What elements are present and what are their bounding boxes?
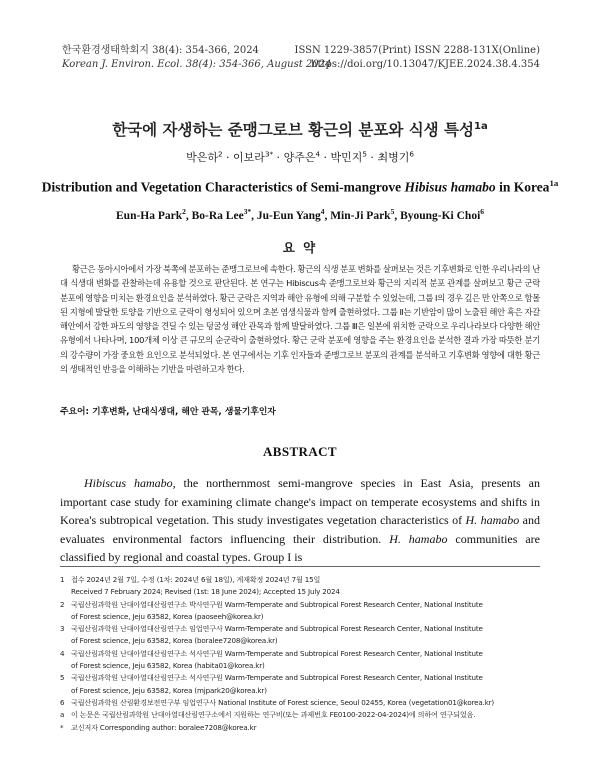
kr-author-affil: 4 [315, 149, 320, 159]
kr-author-name: 양주은 [283, 151, 316, 164]
footnote-marker: 3 [60, 624, 65, 634]
footnote-line: of Forest science, Jeju 63582, Korea (habita01@korea.kr) [71, 661, 265, 671]
kr-separator: · [366, 151, 378, 164]
en-author-affil: 4 [320, 207, 325, 216]
footnote [60, 623, 542, 648]
kr-author-affil: 2 [218, 149, 223, 159]
en-author [400, 207, 484, 222]
title-korean [0, 118, 600, 140]
abstract-text: communities are classified by regional and coastal types. Group I is [60, 531, 540, 565]
footnote-line: 국립산림과학원 난대아열대산림연구소 석사연구원 Warm-Temperate and Subtropical Forest Research Center, National Institute [71, 673, 483, 683]
footnote-line: Received 7 February 2024; Revised (1st: 18 June 2024); Accepted 15 July 2024 [71, 587, 340, 597]
footnote [60, 574, 542, 599]
footnote-line: 국립산림과학원 난대아열대산림연구소 석사연구원 Warm-Temperate and Subtropical Forest Research Center, National Institute [71, 648, 483, 658]
kr-author-affil: 6 [409, 149, 414, 159]
footnote-marker: * [60, 722, 64, 732]
abstract-en-heading: ABSTRACT [263, 444, 337, 459]
footnote-line: 접수 2024년 2월 7일, 수정 (1차: 2024년 6월 18일), 게재확정 2024년 7월 15일 [71, 575, 321, 584]
kr-separator: · [273, 151, 284, 164]
kr-author-affil: 5 [362, 149, 367, 159]
journal-citation-kr: 한국환경생태학회지 38(4): 354-366, 2024 [62, 45, 259, 56]
kr-author-affil: 3* [264, 149, 274, 159]
kr-separator: · [320, 151, 331, 164]
en-author [330, 207, 395, 222]
footnote-line: of Forest science, Jeju 63582, Korea (boralee7208@korea.kr) [71, 636, 278, 646]
en-author-name: Bo-Ra Lee [191, 209, 244, 222]
footnote [60, 672, 542, 697]
abstract-korean: 황근은 동아시아에서 가장 북쪽에 분포하는 준맹그로브에 속한다. 황근의 식생 분포 변화를 살펴보는 것은 기후변화로 인한 우리나라의 난대 식생대 변화를 관찰하는데 유용할 것으로 판단된다. 본 연구는 Hibiscus속 준맹그로브와 황근의 지리적 분포 관계를 살펴보고 황근 군락 분포에 영향을 미치는 환경요인을 분석하였다. 황근 군락은 지역과 해안 유형에 의해 구분할 수 있었는데, 그룹 Ⅰ의 경우 깊은 만 안쪽으로 함몰된 지형에 발달한 토양을 기반으로 군락이 형성되어 있으며 초본 염생식물과 함께 출현하였다. 그룹 Ⅱ는 기반암이 많이 노출된 해안 혹은 자갈 해안에서 강한 파도의 영향을 견딜 수 있는 덩굴성 해안 관목과 함께 발달하였다. 그룹 Ⅲ은 일본에 위치한 군락으로 우리나라보다 다양한 해안 유형에서 나타나며, 100개체 이상 큰 규모의 순군락이 출현하였다. 황근 군락 분포에 영향을 주는 환경요인을 분석한 결과 가장 따뜻한 분기의 강수량이 가장 중요한 요인으로 분석되었다. 본 연구에서는 기후 인자들과 준맹그로브 분포의 관계를 분석하고 기후변화 영향에 대한 황근의 생태적인 반응을 이해하는 기반을 마련하고자 한다. [60, 264, 540, 375]
footnote-line: 교신저자 Corresponding author: boralee7208@korea.kr [71, 722, 257, 732]
footnotes [60, 574, 542, 734]
en-separator: , [324, 209, 331, 222]
species-name: H. hamabo [465, 513, 520, 528]
kr-author [284, 151, 320, 164]
footnote-line: 국립산림과학원 난대아열대산림연구소 임업연구사 Warm-Temperate and Subtropical Forest Research Center, National Institute [71, 624, 483, 634]
en-author-affil: 2 [182, 207, 186, 216]
footnote-divider [60, 566, 540, 567]
title-en-sup: 1a [549, 178, 559, 188]
issn-doi [295, 44, 540, 72]
en-author-affil: 5 [390, 207, 395, 216]
kr-separator: · [222, 151, 234, 164]
title-en-post: in Korea [495, 179, 550, 195]
abstract-text: and evaluates environmental factors influencing their distribution. [60, 513, 541, 546]
en-author [191, 207, 252, 222]
en-separator: , [185, 209, 192, 222]
footnote-line: 국립산림과학원 산림환경보전연구부 임업연구사 National Institute of Forest science, Seoul 02455, Korea (vegetation01@korea.kr) [71, 697, 495, 707]
footnote-marker: 5 [60, 673, 65, 683]
kr-author [377, 151, 413, 164]
footnote [60, 697, 542, 709]
en-separator: , [251, 209, 257, 222]
abstract-kr-heading: 요 약 [282, 240, 318, 255]
keywords-korean: 주요어: 기후변화, 난대식생대, 해안 관목, 생물기후인자 [60, 407, 276, 417]
footnote-line: 이 논문은 국립산림과학원 난대아열대산림연구소에서 지원하는 연구비(또는 과제번호 FE0100-2022-04-2024)에 의하여 연구되었음. [71, 710, 476, 720]
footnote-marker: 2 [60, 599, 65, 609]
footnote-marker: 1 [60, 575, 65, 584]
en-author [116, 207, 186, 222]
footnote [60, 599, 542, 624]
footnote [60, 709, 542, 721]
kr-author [331, 151, 367, 164]
en-author-name: Byoung-Ki Choi [400, 209, 481, 222]
authors-korean [0, 149, 600, 165]
footnote-marker: 6 [60, 697, 65, 707]
kr-author [186, 151, 222, 164]
species-name: Hibiscus hamabo [84, 476, 173, 490]
en-author-name: Ju-Eun Yang [256, 209, 321, 222]
footnote [60, 648, 542, 673]
en-author-affil: 3* [243, 207, 252, 216]
species-name: H. hamabo [389, 531, 448, 546]
en-author-name: Min-Ji Park [330, 209, 391, 222]
footnote-line: of Forest science, Jeju 63582, Korea (mjpark20@korea.kr) [71, 685, 267, 695]
kr-author-name: 박민지 [330, 151, 363, 164]
footnote-line: of Forest science, Jeju 63582, Korea (paoseeh@korea.kr) [71, 611, 264, 621]
authors-english [0, 207, 600, 222]
footnote-marker: 4 [60, 648, 65, 658]
en-author-name: Eun-Ha Park [116, 209, 183, 222]
en-author-affil: 6 [480, 207, 484, 216]
doi-link[interactable]: https://doi.org/10.13047/KJEE.2024.38.4.354 [311, 59, 540, 70]
footnote-line: 국립산림과학원 난대아열대산림연구소 박사연구원 Warm-Temperate and Subtropical Forest Research Center, National Institute [71, 599, 483, 609]
title-korean-sup: 1a [474, 120, 488, 132]
journal-citation [62, 44, 331, 72]
kr-author-name: 이보라 [233, 151, 265, 164]
footnote-marker: a [60, 710, 65, 720]
en-author [256, 207, 325, 222]
kr-author-name: 최병기 [377, 151, 410, 164]
en-separator: , [394, 209, 401, 222]
kr-author [233, 151, 273, 164]
title-english [0, 178, 600, 196]
title-en-pre: Distribution and Vegetation Characteristics of Semi-mangrove [41, 179, 405, 195]
kr-author-name: 박은하 [186, 151, 218, 164]
title-en-species: Hibisus hamabo [404, 179, 496, 195]
footnote [60, 722, 542, 734]
abstract-english [60, 474, 540, 567]
abstract-text: , the northernmost semi-mangrove species in East Asia, presents an important case study for examining climate change's impact on temperate ecosystems and shifts in Korea's subtropical vegetation. This study investigates vegetation characteristics of [60, 476, 540, 528]
title-korean-text: 한국에 자생하는 준맹그로브 황근의 분포와 식생 특성 [112, 121, 474, 139]
issn: ISSN 1229-3857(Print) ISSN 2288-131X(Online) [294, 45, 540, 56]
journal-citation-en: Korean J. Environ. Ecol. 38(4): 354-366, August 2024 [62, 59, 332, 70]
